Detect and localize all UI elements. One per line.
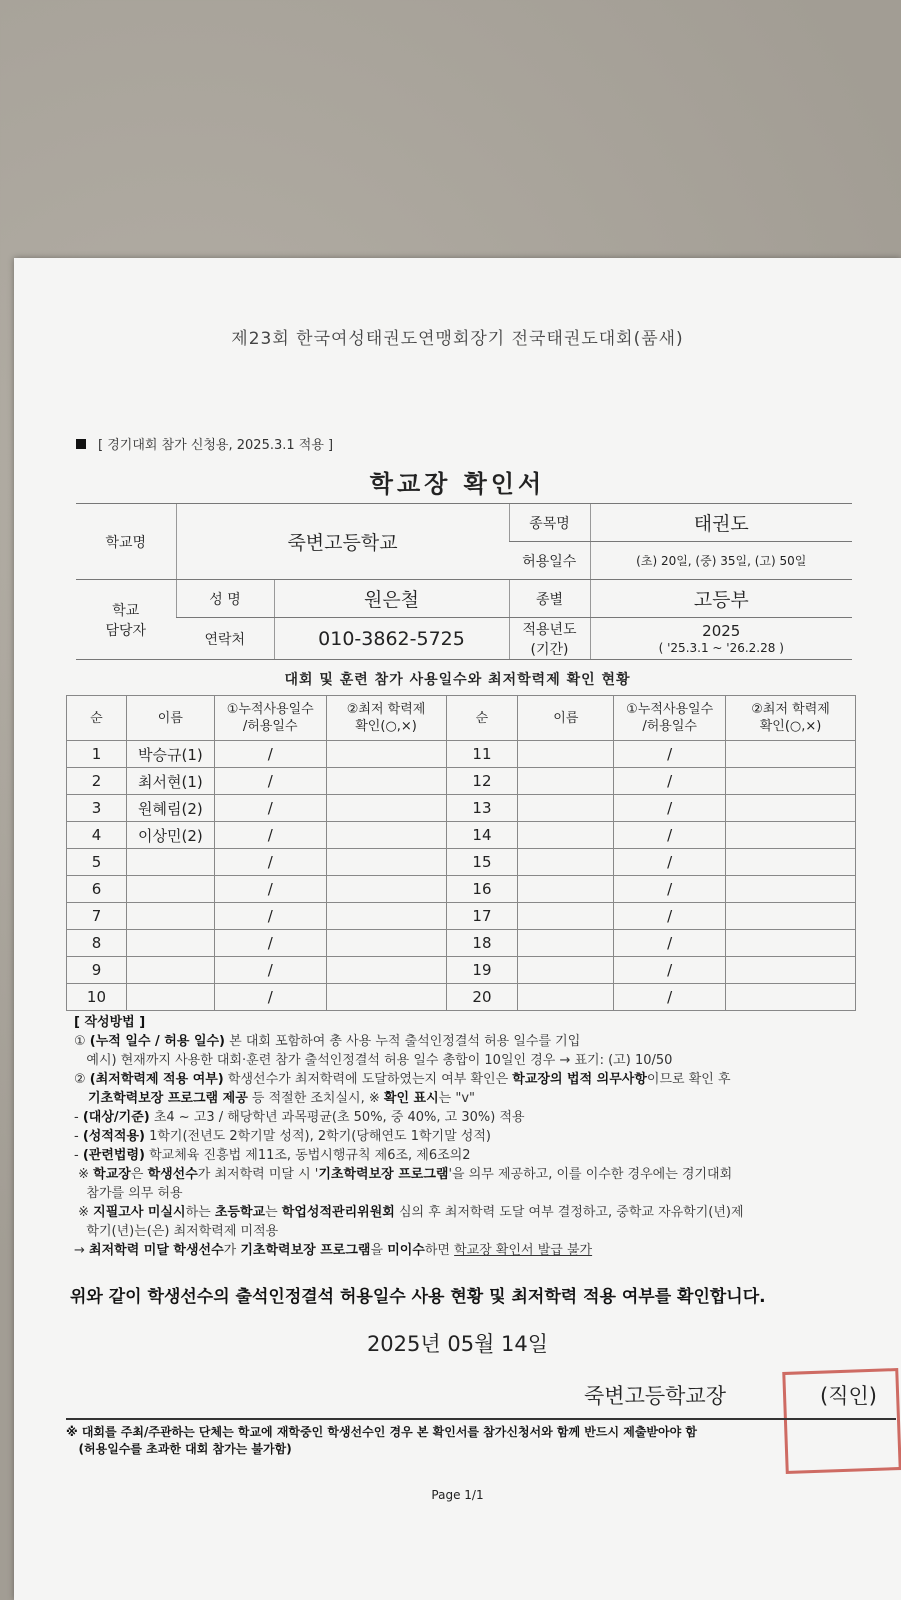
col-days-left: [214, 696, 326, 741]
page-number: Page 1/1: [431, 1488, 484, 1502]
footnote: [66, 1418, 896, 1458]
table-row: [67, 957, 856, 984]
school-name: 죽변고등학교: [176, 504, 509, 580]
row-name: [126, 930, 214, 957]
row-days: /: [614, 795, 726, 822]
row-days: /: [214, 984, 326, 1011]
table-row: [67, 930, 856, 957]
col-min-left: [326, 696, 446, 741]
method-text: 이므로 확인 후: [646, 1072, 731, 1087]
col-days-right: [614, 696, 726, 741]
row-no: 15: [446, 849, 518, 876]
table-row: [67, 984, 856, 1011]
subhead-text: [ 경기대회 참가 신청용, 2025.3.1 적용 ]: [98, 438, 334, 453]
method-text: 을: [370, 1243, 388, 1258]
row-no: 11: [446, 741, 518, 768]
row-days: /: [614, 849, 726, 876]
table-row: [67, 903, 856, 930]
col-days-left-2: /허용일수: [242, 719, 298, 734]
method-text: '을 의무 제공하고, 이를 이수한 경우에는 경기대회: [448, 1167, 733, 1182]
row-days: /: [214, 849, 326, 876]
row-min: [326, 876, 446, 903]
row-min: [326, 822, 446, 849]
usage-section-title: 대회 및 훈련 참가 사용일수와 최저학력제 확인 현황: [284, 672, 631, 688]
usage-table: [66, 695, 856, 1011]
row-no: 16: [446, 876, 518, 903]
method-num: ②: [74, 1072, 86, 1087]
usage-header-row: [67, 696, 856, 741]
row-days: /: [614, 876, 726, 903]
col-name-left: 이름: [126, 696, 214, 741]
row-no: 2: [67, 768, 127, 795]
document-paper: [14, 258, 901, 1600]
contact-label-line1: 학교: [112, 602, 140, 619]
method-bold: 학생선수: [147, 1167, 198, 1182]
method-line: [74, 1165, 894, 1184]
method-line: [74, 1070, 894, 1089]
row-days: /: [614, 822, 726, 849]
row-min: [726, 876, 856, 903]
col-min-right-2: 확인(○,×): [759, 719, 822, 734]
method-heading-text: [ 작성방법 ]: [74, 1015, 146, 1030]
row-days: /: [214, 957, 326, 984]
row-name: [518, 768, 614, 795]
method-text: -: [74, 1110, 83, 1125]
row-no: 14: [446, 822, 518, 849]
method-text: 1학기(전년도 2학기말 성적), 2학기(당해연도 1학기말 성적): [144, 1129, 491, 1144]
row-name: 최서현(1): [126, 768, 214, 795]
row-name: [518, 741, 614, 768]
method-line: [74, 1089, 894, 1108]
event-value: 태권도: [590, 504, 852, 542]
col-days-right-2: /허용일수: [642, 719, 697, 734]
row-min: [726, 768, 856, 795]
method-text: 예시) 현재까지 사용한 대회·훈련 참가 출석인정결석 허용 일수 총합이 10일인 경우 → 표기: (고) 10/50: [74, 1053, 673, 1068]
row-no: 1: [67, 741, 127, 768]
method-bold: (대상/기준): [82, 1110, 150, 1125]
footnote-line2: (허용일수를 초과한 대회 참가는 불가함): [66, 1442, 292, 1456]
table-row: [67, 822, 856, 849]
row-min: [326, 768, 446, 795]
table-row: [67, 768, 856, 795]
method-line: [74, 1146, 894, 1165]
row-min: [326, 984, 446, 1011]
method-bold: 최저학력 미달 학생선수: [89, 1243, 224, 1258]
school-info-table: [76, 503, 852, 660]
row-name: [518, 957, 614, 984]
method-bold: 기초학력보장 프로그램 제공: [88, 1091, 248, 1106]
method-text: 가 최저학력 미달 시 ': [197, 1167, 319, 1182]
row-name: [518, 903, 614, 930]
col-name-right: 이름: [518, 696, 614, 741]
row-min: [326, 957, 446, 984]
row-days: /: [614, 984, 726, 1011]
row-days: /: [214, 822, 326, 849]
method-text: 학교체육 진흥법 제11조, 동법시행규칙 제6조, 제6조의2: [144, 1148, 471, 1163]
school-label: 학교명: [76, 504, 176, 580]
event-label: 종목명: [509, 504, 590, 542]
row-no: 9: [67, 957, 127, 984]
allowed-days-label: 허용일수: [509, 542, 590, 580]
row-name: [518, 930, 614, 957]
row-min: [726, 849, 856, 876]
year-label-line2: (기간): [530, 641, 569, 658]
method-line: [74, 1241, 894, 1260]
method-text: ※: [74, 1205, 94, 1220]
row-no: 10: [67, 984, 127, 1011]
row-no: 4: [67, 822, 127, 849]
row-days: /: [214, 876, 326, 903]
table-row: [67, 849, 856, 876]
table-row: [67, 876, 856, 903]
row-min: [326, 741, 446, 768]
footnote-line1: ※ 대회를 주최/주관하는 단체는 학교에 재학중인 학생선수인 경우 본 확인서를 참가신청서와 함께 반드시 제출받아야 함: [66, 1425, 697, 1439]
row-no: 20: [446, 984, 518, 1011]
year-period: ( '25.3.1 ~ '26.2.28 ): [658, 640, 784, 655]
method-bold: (누적 일수 / 허용 일수): [89, 1034, 225, 1049]
row-min: [726, 930, 856, 957]
method-text: →: [74, 1243, 90, 1258]
method-bold: 기초학력보장 프로그램: [240, 1243, 371, 1258]
method-text: 초4 ~ 고3 / 해당학년 과목평균(초 50%, 중 40%, 고 30%) 적용: [149, 1110, 525, 1125]
row-no: 18: [446, 930, 518, 957]
table-row: [67, 795, 856, 822]
row-no: 17: [446, 903, 518, 930]
method-bold: (성적적용): [82, 1129, 145, 1144]
row-days: /: [614, 903, 726, 930]
division-value: 고등부: [590, 580, 852, 618]
row-name: [518, 984, 614, 1011]
method-bold: (최저학력제 적용 여부): [89, 1072, 224, 1087]
row-name: [518, 849, 614, 876]
seal-label: (직인): [820, 1384, 877, 1408]
row-name: 원혜림(2): [126, 795, 214, 822]
method-line: [74, 1203, 894, 1222]
method-text: -: [74, 1129, 83, 1144]
row-days: /: [214, 768, 326, 795]
year-label-line1: 적용년도: [522, 621, 577, 638]
method-num: ①: [74, 1034, 86, 1049]
col-min-right-1: ②최저 학력제: [751, 702, 830, 717]
row-name: 박승규(1): [126, 741, 214, 768]
method-line: [74, 1051, 894, 1070]
confirm-statement: 위와 같이 학생선수의 출석인정결석 허용일수 사용 현황 및 최저학력 적용 여부를 확인합니다.: [70, 1287, 766, 1307]
row-name: 이상민(2): [126, 822, 214, 849]
row-min: [726, 903, 856, 930]
row-min: [326, 795, 446, 822]
method-bold: 확인 표시: [383, 1091, 439, 1106]
method-bold: 학업성적관리위원회: [281, 1205, 395, 1220]
method-bold: (관련법령): [82, 1148, 145, 1163]
row-min: [326, 903, 446, 930]
row-min: [726, 957, 856, 984]
col-min-right: [726, 696, 856, 741]
allowed-days-value: (초) 20일, (중) 35일, (고) 50일: [590, 542, 852, 580]
year-value: 2025: [702, 621, 741, 640]
year-value-cell: [590, 618, 852, 660]
method-text: 학기(년)는(은) 최저학력제 미적용: [74, 1224, 279, 1239]
row-days: /: [614, 957, 726, 984]
row-no: 8: [67, 930, 127, 957]
contact-label-line2: 담당자: [105, 622, 147, 639]
col-days-left-1: ①누적사용일수: [226, 702, 314, 717]
method-text: -: [74, 1148, 83, 1163]
col-min-left-2: 확인(○,×): [355, 719, 417, 734]
method-text: 참가를 의무 허용: [74, 1186, 183, 1201]
name-value: 원은철: [274, 580, 509, 618]
method-text: 본 대회 포함하여 총 사용 누적 출석인정결석 허용 일수를 기입: [225, 1034, 581, 1049]
row-no: 3: [67, 795, 127, 822]
method-heading: [74, 1013, 894, 1032]
row-name: [518, 822, 614, 849]
method-line: [74, 1222, 894, 1241]
phone-label: 연락처: [176, 618, 274, 660]
row-days: /: [614, 930, 726, 957]
method-bold: 기초학력보장 프로그램: [318, 1167, 449, 1182]
row-days: /: [214, 930, 326, 957]
square-bullet-icon: [76, 439, 86, 449]
row-min: [326, 849, 446, 876]
principal-name: 죽변고등학교장: [584, 1384, 727, 1408]
col-no-right: 순: [446, 696, 518, 741]
method-text: 학생선수가 최저학력에 도달하였는지 여부 확인은: [223, 1072, 513, 1087]
method-bold: 초등학교: [214, 1205, 266, 1220]
col-days-right-1: ①누적사용일수: [626, 702, 714, 717]
division-label: 종별: [509, 580, 590, 618]
row-min: [726, 984, 856, 1011]
row-no: 19: [446, 957, 518, 984]
method-text: 심의 후 최저학력 도달 여부 결정하고, 중학교 자유학기(년)제: [394, 1205, 744, 1220]
row-name: [518, 876, 614, 903]
year-label: [509, 618, 590, 660]
row-days: /: [614, 741, 726, 768]
col-min-left-1: ②최저 학력제: [346, 702, 426, 717]
method-bold: 지필고사 미실시: [93, 1205, 186, 1220]
writing-method: [74, 1013, 894, 1260]
issue-date: 2025년 05월 14일: [366, 1332, 549, 1356]
method-bold: 미이수: [387, 1243, 425, 1258]
row-no: 12: [446, 768, 518, 795]
row-no: 13: [446, 795, 518, 822]
row-name: [126, 903, 214, 930]
method-text: 가: [223, 1243, 241, 1258]
method-text: ※: [74, 1167, 94, 1182]
row-no: 6: [67, 876, 127, 903]
method-text: 는 "v": [438, 1091, 476, 1106]
name-label: 성 명: [176, 580, 274, 618]
row-days: /: [214, 795, 326, 822]
method-text: 등 적절한 조치실시, ※: [247, 1091, 384, 1106]
row-name: [126, 876, 214, 903]
contact-label: [76, 580, 176, 660]
row-name: [126, 849, 214, 876]
col-no-left: 순: [67, 696, 127, 741]
competition-title: 제23회 한국여성태권도연맹회장기 전국태권도대회(품새): [231, 329, 684, 349]
method-line: [74, 1184, 894, 1203]
row-min: [326, 930, 446, 957]
method-line: [74, 1032, 894, 1051]
phone-value: 010-3862-5725: [274, 618, 509, 660]
row-name: [126, 957, 214, 984]
row-min: [726, 822, 856, 849]
document-title: 학교장 확인서: [369, 470, 546, 498]
method-line: [74, 1108, 894, 1127]
row-name: [518, 795, 614, 822]
method-underlined: 학교장 확인서 발급 불가: [454, 1243, 593, 1258]
row-min: [726, 741, 856, 768]
row-days: /: [214, 741, 326, 768]
method-bold: 학교장의 법적 의무사항: [512, 1072, 647, 1087]
method-text: 하면: [424, 1243, 455, 1258]
row-no: 7: [67, 903, 127, 930]
method-text: 는: [265, 1205, 282, 1220]
method-bold: 학교장: [93, 1167, 131, 1182]
row-days: /: [614, 768, 726, 795]
method-text: 은: [130, 1167, 148, 1182]
row-min: [726, 795, 856, 822]
row-name: [126, 984, 214, 1011]
row-days: /: [214, 903, 326, 930]
method-line: [74, 1127, 894, 1146]
method-text: 하는: [185, 1205, 215, 1220]
row-no: 5: [67, 849, 127, 876]
table-row: [67, 741, 856, 768]
form-subhead: [76, 434, 333, 453]
